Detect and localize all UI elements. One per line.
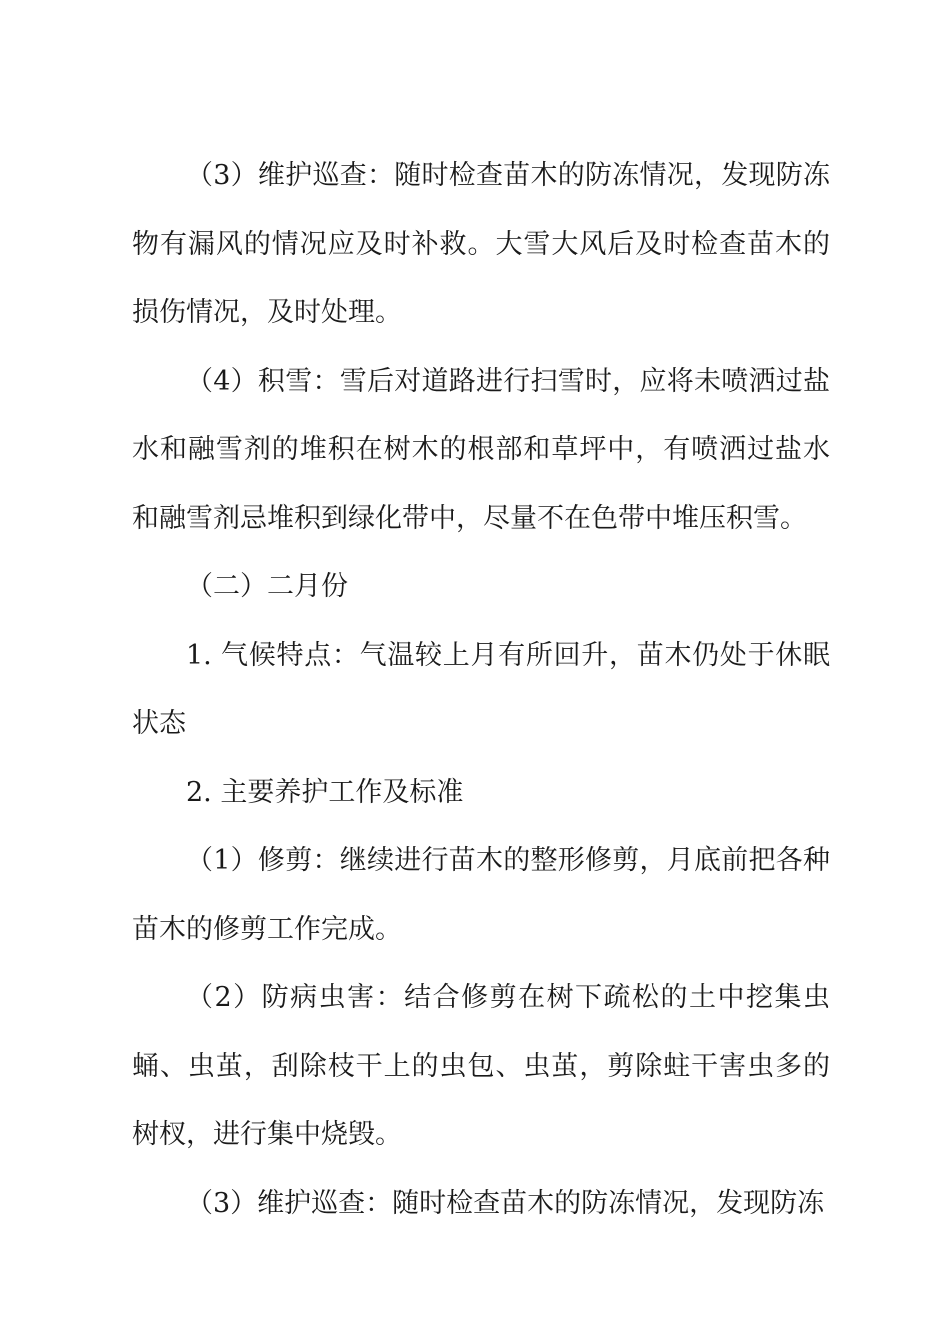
section-heading-february: （二）二月份 bbox=[186, 571, 348, 602]
paragraph-pruning: （1）修剪：继续进行苗木的整形修剪，月底前把各种苗木的修剪工作完成。 bbox=[132, 845, 830, 945]
paragraph-main-maintenance-heading: 2. 主要养护工作及标准 bbox=[186, 776, 464, 808]
paragraph-climate-features: 1. 气候特点：气温较上月有所回升，苗木仍处于休眠状态 bbox=[132, 639, 830, 739]
paragraph-snow-accumulation: （4）积雪：雪后对道路进行扫雪时，应将未喷洒过盐水和融雪剂的堆积在树木的根部和草坪中，有喷洒过盐水和融雪剂忌堆积到绿化带中，尽量不在色带中堆压积雪。 bbox=[132, 365, 830, 534]
paragraph-maintenance-inspection-feb: （3）维护巡查：随时检查苗木的防冻情况，发现防冻 bbox=[186, 1187, 825, 1219]
document-body bbox=[132, 142, 830, 1238]
paragraph-pest-control: （2）防病虫害：结合修剪在树下疏松的土中挖集虫蛹、虫茧，刮除枝干上的虫包、虫茧，剪除蛀干害虫多的树杈，进行集中烧毁。 bbox=[132, 982, 830, 1150]
paragraph-maintenance-inspection-jan: （3）维护巡查：随时检查苗木的防冻情况，发现防冻物有漏风的情况应及时补救。大雪大风后及时检查苗木的损伤情况，及时处理。 bbox=[132, 160, 830, 328]
